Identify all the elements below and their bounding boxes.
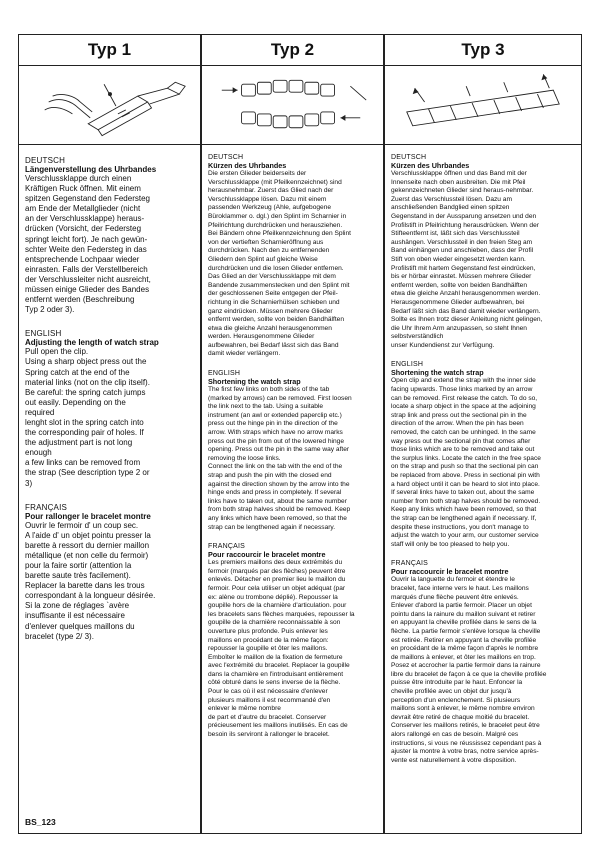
language-label: FRANÇAIS — [208, 543, 245, 551]
section-deutsch — [391, 154, 575, 350]
flat-strap-drawing — [385, 66, 581, 144]
section-body: Verschlussklappe durch einen Kräftigen Ruck öffnen. Mit einem spitzen Gegenstand den Federsteg am Ende der Metallglieder (nicht an der Verschlussklappe) heraus- drücken (Vorsicht, der Federsteg springt leicht fort). Je nach gewün- schter Weite den Federsteg in das entsprechende Lochpaar wieder einrasten. Falls der Verstellbereich der Verschlussleiter nicht ausreicht, müssen einige Glieder des Bandes entfernt werden (Beschreibung Typ 2 oder 3). — [25, 174, 151, 315]
section-heading: Shortening the watch strap — [208, 377, 301, 387]
section-heading: Adjusting the length of watch strap — [25, 338, 159, 348]
document-code: BS_123 — [25, 817, 56, 827]
section-heading: Kürzen des Uhrbandes — [391, 161, 470, 170]
section-francais — [391, 560, 575, 765]
section-body: Die ersten Glieder beiderseits der Verschlussklappe (mit Pfeilkennzeichnet) sind herausnehmbar. Zuerst das Glied nach der Verschlussklappe lösen. Dazu mit einem passenden Werkzeug (Ahle, aufgebogene Büroklammer o. dgl.) den Splint im Scharnier in Pfeilrichtung durchdrücken und herausziehen. Bei Bändern ohne Pfeilkennzeichnung den Splint von der vertieften Scharnieröffnung aus durchdrücken. Nach den zu entfernenden Gliedern den Splint auf gleiche Weise durchdrücken und die losen Glieder entfernen. Das Glied an der Verschlussklappe mit dem Bandende zusammenstecken und den Splint mit der geschlossenen Seite entgegen der Pfeil- richtung in die Scharnierhülsen schieben und ganz eindrücken. Müssen mehrere Glieder entfernt werden, sollte von beiden Bandhälften etwa die gleiche Anzahl herausgenommen werden. Herausgenommene Glieder aufbewahren, bei Bedarf lässt sich das Band damit wieder verlängern. — [208, 170, 351, 358]
section-english — [391, 361, 575, 549]
column-title: Typ 2 — [202, 35, 383, 66]
section-english — [25, 329, 194, 488]
section-body: Ouvrir le fermoir d' un coup sec. A l'aide d' un objet pointu presser la barette à ressort du dernier maillon métallique (et non celle du fermoir) pour la faire sortir (attention la barette saute très facilement). Replacer la barette dans les trous correspondant à la longueur désirée. Si la zone de réglages `avère insuffisante il est nécessaire d'enlever quelques maillons du bracelet (type 2/ 3). — [25, 520, 156, 641]
section-heading: Shortening the watch strap — [391, 368, 484, 378]
section-francais — [208, 543, 377, 739]
language-label: DEUTSCH — [25, 156, 66, 165]
column-typ-3 — [384, 34, 582, 834]
language-label: ENGLISH — [208, 370, 241, 378]
column-title: Typ 1 — [19, 35, 200, 66]
language-label: FRANÇAIS — [391, 560, 428, 568]
language-label: ENGLISH — [25, 329, 62, 339]
section-deutsch — [208, 154, 377, 359]
section-heading: Längenverstellung des Uhrbandes — [25, 165, 157, 174]
section-francais — [25, 503, 194, 642]
link-removal-illustration — [202, 66, 383, 145]
section-body: The first few links on both sides of the tab (marked by arrows) can be removed. First loosen the link next to the tab. Using a suitable instrument (an awl or extended paperclip etc.) press out the hinge pin in the direction of the arrow. With straps which have no arrow marks press out the pin from out of the lowered hinge opening. Press out the pin in the same way after removing the loose links. Connect the link on the tab with the end of the strap and push the pin with the closed end against the direction shown by the arrow into the hinge ends and press in completely. If several links have to taken out, about the same number from both strap halves should be removed. Keep any links which have been removed, so that the strap can be lengthened again if necessary. — [208, 386, 352, 531]
section-heading: Pour raccourcir le bracelet montre — [391, 567, 509, 577]
section-heading: Pour rallonger le bracelet montre — [25, 511, 151, 521]
language-label: DEUTSCH — [208, 154, 244, 161]
language-label: DEUTSCH — [391, 154, 427, 161]
strap-illustration — [385, 66, 581, 145]
section-body: Open clip and extend the strap with the inner side facing upwards. Those links marked by an arrow can be removed. First release the catch. To do so, locate a sharp object in the space at the adjoining strap link and press out the sectional pin in the direction of the arrow. When the pin has been removed, the catch can be unhinged. In the same way press out the sectional pin that comes after those links which are to be removed and take out the surplus links. Locate the catch in the free space on the strap and push so that the sectional pin can be replaced from above. Press in sectional pin with a hard object until it can be heard to slot into place. If several links have to taken out, about the same number from both strap halves should be removed. Keep any links which have been removed, so that the strap can be lengthened again if necessary. If, despite these instructions, you don't manage to adjust the watch to your arm, our customer service staff will only be too pleased to help you. — [391, 377, 541, 548]
section-body: Pull open the clip. Using a sharp object press out the Spring catch at the end of the material links (not on the clip itself). Be careful: the spring catch jumps out easily. Depending on the required lenght slot in the spring catch into the corresponding pair of holes. If the adjustment part is not long enough a few links can be removed from the strap (See description type 2 or 3) — [25, 347, 150, 488]
section-body: Verschlussklappe öffnen und das Band mit der Innenseite nach oben ausbreiten. Die mit Pfeil gekennzeichneten Glieder sind heraus-nehmbar. Zuerst das Verschlussteil lösen. Dazu am anschließenden Bandglied einen spitzen Gegenstand in der Aussparung ansetzen und den Profilstift in Pfeilrichtung herausdrücken. Wenn der Stifteentfernt ist, läßt sich das Verschlussteil aushängen. Verschlussteil in den freien Steg am Band einhängen und anschieben, dass der Profil Stift von oben wieder eingesetzt werden kann. Profilstift mit hartem Gegenstand fest eindrücken, bis er hörbar einrastet. Müssen mehrere Glieder entfernt werden, sollte von beiden Bandhälften etwa die gleiche Anzahl herausgenommen werden. Herausgenommene Glieder aufbewahren, bei Bedarf läßt sich das Band damit wieder verlängern. Sollte es Ihnen trotz dieser Anleitung nicht gelingen, die Uhr Ihrem Arm anzupassen, so steht Ihnen selbstverständlich unser Kundendienst zur Verfügung. — [391, 170, 543, 349]
section-heading: Kürzen des Uhrbandes — [208, 161, 287, 170]
section-heading: Pour raccourcir le bracelet montre — [208, 550, 326, 560]
section-body: Les premiers maillons des deux extrémités du fermoir (marqués par des flèches) peuvent être enlevés. Détacher en premier lieu le maillon du fermoir. Pour cela utiliser un objet adéquat (par ex: alène ou trombone déplié). Repousser la goupille hors de la charnière d'articulation. pour les bracelets sans flèches marquées, repousser la goupille de la charnière reconnaissable à son ouverture plus profonde. Puis enlever les maillons en procédant de la même façon: repousser la goupille et ôter les maillons. Emboîter le maillon de la fixation de fermeture avec l'extrémité du bracelet. Replacer la goupille dans la charnière en l'introduisant entièrement côté obturé dans le sens inverse de la flèche. Pour le cas où il est nécessaire d'enlever plusieurs maillons il est recommandé d'en enlever le même nombre de part et d'autre du bracelet. Conserver précieusement les maillons inutilisés. En cas de besoin ils serviront à rallonger le bracelet. — [208, 559, 355, 739]
section-body: Ouvrir la languette du fermoir et étendre le bracelet, face interne vers le haut. Les maillons marqués d'une flèche peuvent être enlevés. Enlever d'abord la partie fermoir. Placer un objet pointu dans la rainure du maillon suivant et retirer en appuyant la cheville profilée dans le sens de la flèche. La partie fermoir s'enlève lorsque la cheville est retirée. Retirer en appuyant la cheville profilée en procédant de la même façon d'après le nombre de maillons à enlever, et ôter les maillons en trop. Posez et accrocher la partie fermoir dans la rainure libre du bracelet de façon à ce que la cheville profilée puisse être introduite par le haut. Enfoncer la cheville profilée avec un objet dur jusqu'à perception d'un enclenchement. Si plusieurs maillons sont à enlever, le même nombre environ devrait être retiré de chaque moitié du bracelet. Conserver les maillons retirés, le bracelet peut être alors rallongé en cas de besoin. Malgré ces instructions, si vous ne réussissez cependant pas à ajuster la montre à votre bras, notre service après- vente est naturellement à votre disposition. — [391, 576, 547, 764]
clasp-drawing — [19, 66, 200, 144]
column-typ-2 — [201, 34, 384, 834]
clasp-illustration — [19, 66, 200, 145]
column-title: Typ 3 — [385, 35, 581, 66]
section-english — [208, 370, 377, 532]
link-strap-drawing — [202, 66, 383, 144]
section-deutsch — [25, 156, 194, 315]
language-label: FRANÇAIS — [25, 502, 68, 512]
column-typ-1 — [18, 34, 201, 834]
language-label: ENGLISH — [391, 361, 424, 369]
